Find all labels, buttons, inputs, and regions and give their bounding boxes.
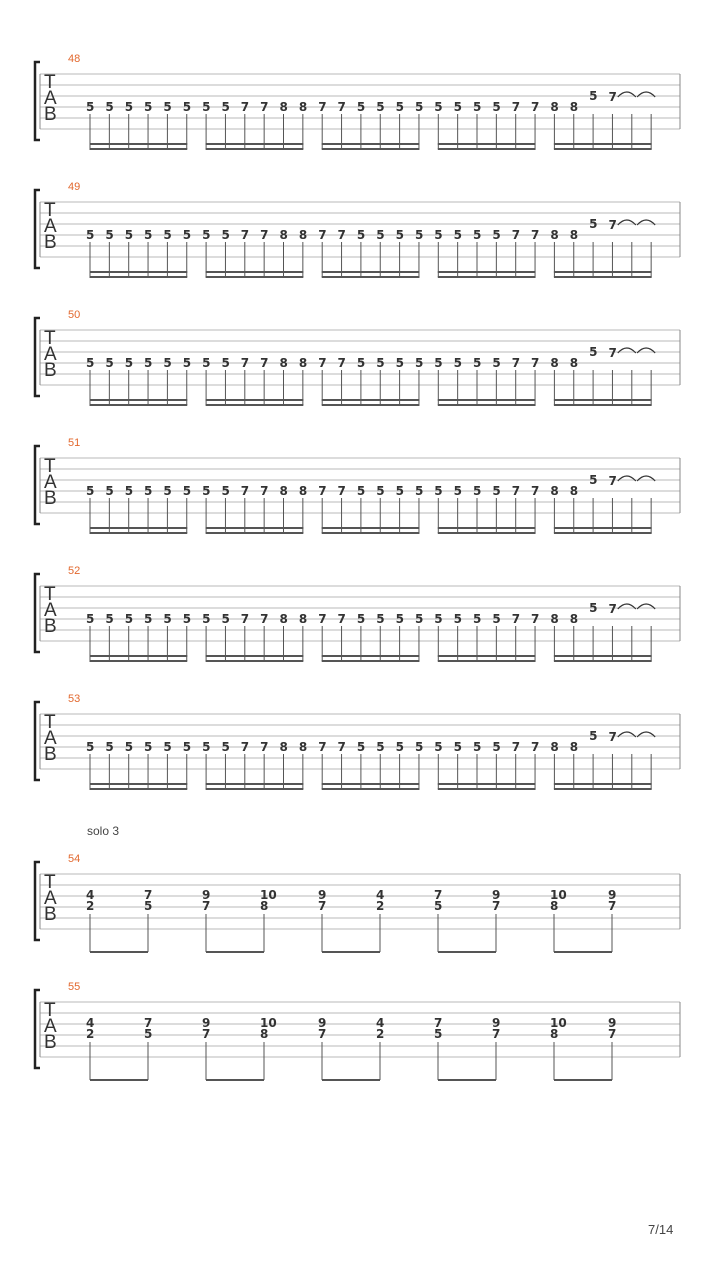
fret-number: 5: [202, 228, 211, 242]
fret-number: 5: [376, 356, 385, 370]
tab-clef-letter: B: [44, 104, 57, 125]
fret-number: 5: [144, 356, 153, 370]
fret-number: 8: [569, 740, 579, 754]
fret-number: 5: [395, 612, 404, 626]
fret-number: 5: [86, 612, 95, 626]
fret-number: 8: [550, 1027, 559, 1041]
fret-number: 8: [569, 356, 579, 370]
fret-number: 2: [86, 899, 95, 913]
fret-number: 5: [453, 612, 463, 626]
fret-number: 7: [608, 90, 617, 104]
fret-number: 5: [473, 484, 482, 498]
fret-number: 5: [182, 484, 192, 498]
tab-clef-letter: A: [44, 344, 57, 365]
fret-number: 5: [202, 612, 211, 626]
fret-number: 5: [589, 89, 598, 103]
fret-number: 5: [86, 484, 95, 498]
fret-number: 5: [86, 228, 95, 242]
fret-number: 7: [337, 612, 346, 626]
fret-number: 7: [260, 228, 269, 242]
fret-number: 5: [356, 484, 366, 498]
measure-number: 48: [68, 53, 81, 65]
fret-number: 7: [240, 484, 250, 498]
fret-number: 7: [608, 346, 617, 360]
fret-number: 7: [531, 228, 540, 242]
fret-number: 10: [260, 888, 277, 902]
tab-clef-letter: B: [44, 488, 57, 509]
fret-number: 7: [260, 484, 269, 498]
measure-number: 52: [68, 565, 81, 577]
fret-number: 9: [492, 888, 501, 902]
fret-number: 7: [337, 228, 346, 242]
fret-number: 7: [240, 228, 250, 242]
fret-number: 7: [337, 740, 346, 754]
fret-number: 7: [240, 100, 250, 114]
measure-number: 50: [68, 309, 81, 321]
fret-number: 9: [202, 1016, 211, 1030]
tab-clef-letter: A: [44, 600, 57, 621]
fret-number: 7: [608, 730, 617, 744]
fret-number: 7: [337, 100, 346, 114]
fret-number: 8: [550, 484, 559, 498]
system-bracket: [35, 62, 40, 140]
fret-number: 10: [550, 1016, 567, 1030]
fret-number: 5: [492, 356, 501, 370]
fret-number: 8: [569, 228, 579, 242]
fret-number: 5: [395, 484, 404, 498]
measure-number: 55: [68, 981, 81, 993]
fret-number: 5: [376, 612, 385, 626]
fret-number: 4: [86, 888, 95, 902]
measure-number: 53: [68, 693, 81, 705]
fret-number: 5: [414, 740, 424, 754]
fret-number: 5: [144, 228, 153, 242]
fret-number: 8: [298, 612, 308, 626]
fret-number: 5: [473, 612, 482, 626]
fret-number: 5: [124, 100, 134, 114]
fret-number: 7: [608, 602, 617, 616]
fret-number: 5: [492, 228, 501, 242]
fret-number: 9: [492, 1016, 501, 1030]
fret-number: 5: [492, 740, 501, 754]
fret-number: 5: [434, 356, 443, 370]
fret-number: 7: [318, 100, 327, 114]
fret-number: 9: [202, 888, 211, 902]
fret-number: 5: [163, 356, 172, 370]
fret-number: 8: [260, 899, 269, 913]
fret-number: 5: [492, 100, 501, 114]
fret-number: 7: [511, 100, 521, 114]
fret-number: 5: [221, 228, 230, 242]
fret-number: 5: [376, 100, 385, 114]
fret-number: 5: [221, 356, 230, 370]
fret-number: 8: [569, 484, 579, 498]
fret-number: 5: [144, 740, 153, 754]
fret-number: 7: [260, 740, 269, 754]
tab-clef-letter: B: [44, 232, 57, 253]
fret-number: 7: [531, 356, 540, 370]
fret-number: 5: [202, 356, 211, 370]
tab-clef-letter: T: [44, 584, 56, 605]
fret-number: 5: [163, 740, 172, 754]
fret-number: 8: [298, 228, 308, 242]
fret-number: 7: [434, 1016, 443, 1030]
fret-number: 5: [202, 740, 211, 754]
fret-number: 5: [376, 484, 385, 498]
fret-number: 8: [298, 356, 308, 370]
fret-number: 7: [492, 899, 501, 913]
fret-number: 8: [298, 740, 308, 754]
fret-number: 5: [221, 612, 230, 626]
system-bracket: [35, 862, 40, 940]
fret-number: 7: [144, 1016, 153, 1030]
system-bracket: [35, 318, 40, 396]
fret-number: 5: [434, 612, 443, 626]
fret-number: 7: [531, 484, 540, 498]
fret-number: 5: [105, 740, 114, 754]
tab-clef-letter: T: [44, 712, 56, 733]
fret-number: 5: [221, 740, 230, 754]
fret-number: 7: [318, 612, 327, 626]
system-bracket: [35, 702, 40, 780]
tab-clef-letter: T: [44, 1000, 56, 1021]
fret-number: 7: [511, 356, 521, 370]
fret-number: 5: [182, 740, 192, 754]
fret-number: 5: [376, 740, 385, 754]
tab-clef-letter: T: [44, 200, 56, 221]
tab-clef-letter: T: [44, 456, 56, 477]
fret-number: 5: [124, 228, 134, 242]
fret-number: 5: [182, 228, 192, 242]
fret-number: 5: [105, 228, 114, 242]
system-bracket: [35, 446, 40, 524]
fret-number: 7: [608, 218, 617, 232]
tab-clef-letter: B: [44, 744, 57, 765]
page-number: 7/14: [648, 1222, 674, 1237]
fret-number: 7: [337, 356, 346, 370]
fret-number: 5: [395, 228, 404, 242]
fret-number: 8: [550, 612, 559, 626]
measure-number: 49: [68, 181, 81, 193]
fret-number: 5: [182, 356, 192, 370]
fret-number: 7: [240, 740, 250, 754]
fret-number: 7: [202, 899, 211, 913]
fret-number: 7: [318, 228, 327, 242]
tab-clef-letter: A: [44, 88, 57, 109]
fret-number: 8: [279, 484, 288, 498]
fret-number: 5: [453, 228, 463, 242]
fret-number: 5: [589, 473, 598, 487]
fret-number: 2: [86, 1027, 95, 1041]
fret-number: 5: [492, 612, 501, 626]
fret-number: 5: [473, 100, 482, 114]
fret-number: 5: [434, 1027, 443, 1041]
fret-number: 5: [473, 356, 482, 370]
fret-number: 5: [144, 1027, 153, 1041]
fret-number: 5: [395, 356, 404, 370]
section-label: solo 3: [87, 824, 120, 838]
tab-clef-letter: A: [44, 216, 57, 237]
system-bracket: [35, 990, 40, 1068]
fret-number: 7: [337, 484, 346, 498]
measure-number: 51: [68, 437, 81, 449]
fret-number: 5: [434, 899, 443, 913]
fret-number: 5: [414, 228, 424, 242]
fret-number: 7: [202, 1027, 211, 1041]
fret-number: 7: [318, 356, 327, 370]
fret-number: 7: [318, 740, 327, 754]
fret-number: 5: [589, 729, 598, 743]
fret-number: 8: [279, 100, 288, 114]
fret-number: 5: [434, 740, 443, 754]
fret-number: 8: [550, 100, 559, 114]
fret-number: 5: [221, 100, 230, 114]
fret-number: 5: [124, 356, 134, 370]
fret-number: 5: [105, 356, 114, 370]
fret-number: 7: [260, 612, 269, 626]
fret-number: 5: [414, 612, 424, 626]
fret-number: 5: [434, 484, 443, 498]
fret-number: 7: [608, 1027, 617, 1041]
fret-number: 5: [453, 740, 463, 754]
fret-number: 5: [356, 612, 366, 626]
fret-number: 5: [105, 100, 114, 114]
tab-clef-letter: A: [44, 888, 57, 909]
fret-number: 5: [356, 228, 366, 242]
fret-number: 7: [531, 612, 540, 626]
tab-clef-letter: A: [44, 1016, 57, 1037]
fret-number: 7: [240, 356, 250, 370]
fret-number: 8: [550, 740, 559, 754]
fret-number: 10: [260, 1016, 277, 1030]
fret-number: 7: [318, 484, 327, 498]
fret-number: 5: [86, 100, 95, 114]
fret-number: 7: [318, 1027, 327, 1041]
system-bracket: [35, 190, 40, 268]
fret-number: 5: [124, 740, 134, 754]
tab-clef-letter: T: [44, 872, 56, 893]
fret-number: 9: [608, 1016, 617, 1030]
fret-number: 7: [531, 100, 540, 114]
fret-number: 7: [511, 228, 521, 242]
fret-number: 7: [531, 740, 540, 754]
fret-number: 2: [376, 899, 385, 913]
fret-number: 9: [318, 888, 327, 902]
fret-number: 7: [511, 484, 521, 498]
tab-clef-letter: B: [44, 904, 57, 925]
fret-number: 7: [608, 474, 617, 488]
fret-number: 7: [434, 888, 443, 902]
fret-number: 7: [144, 888, 153, 902]
fret-number: 5: [182, 612, 192, 626]
system-bracket: [35, 574, 40, 652]
fret-number: 8: [260, 1027, 269, 1041]
fret-number: 5: [356, 100, 366, 114]
fret-number: 5: [144, 612, 153, 626]
fret-number: 9: [318, 1016, 327, 1030]
measure-number: 54: [68, 853, 81, 865]
fret-number: 5: [163, 100, 172, 114]
fret-number: 8: [569, 612, 579, 626]
fret-number: 7: [608, 899, 617, 913]
fret-number: 5: [202, 100, 211, 114]
fret-number: 5: [492, 484, 501, 498]
fret-number: 5: [86, 356, 95, 370]
fret-number: 5: [395, 740, 404, 754]
fret-number: 8: [569, 100, 579, 114]
tab-clef-letter: A: [44, 728, 57, 749]
fret-number: 5: [221, 484, 230, 498]
fret-number: 5: [124, 484, 134, 498]
fret-number: 7: [511, 612, 521, 626]
fret-number: 10: [550, 888, 567, 902]
fret-number: 5: [453, 100, 463, 114]
fret-number: 5: [163, 228, 172, 242]
fret-number: 5: [86, 740, 95, 754]
tab-clef-letter: A: [44, 472, 57, 493]
fret-number: 7: [260, 356, 269, 370]
fret-number: 7: [318, 899, 327, 913]
fret-number: 8: [279, 612, 288, 626]
fret-number: 5: [414, 356, 424, 370]
fret-number: 9: [608, 888, 617, 902]
fret-number: 7: [492, 1027, 501, 1041]
tab-clef-letter: T: [44, 72, 56, 93]
fret-number: 5: [163, 484, 172, 498]
fret-number: 5: [414, 100, 424, 114]
fret-number: 5: [144, 484, 153, 498]
fret-number: 5: [589, 345, 598, 359]
fret-number: 5: [105, 612, 114, 626]
fret-number: 8: [550, 356, 559, 370]
fret-number: 5: [144, 899, 153, 913]
fret-number: 5: [182, 100, 192, 114]
tab-clef-letter: T: [44, 328, 56, 349]
fret-number: 5: [589, 601, 598, 615]
fret-number: 5: [163, 612, 172, 626]
fret-number: 5: [105, 484, 114, 498]
fret-number: 2: [376, 1027, 385, 1041]
fret-number: 5: [202, 484, 211, 498]
fret-number: 5: [589, 217, 598, 231]
fret-number: 5: [473, 740, 482, 754]
fret-number: 5: [473, 228, 482, 242]
fret-number: 8: [298, 484, 308, 498]
fret-number: 8: [550, 228, 559, 242]
fret-number: 4: [376, 888, 385, 902]
fret-number: 5: [356, 356, 366, 370]
fret-number: 4: [376, 1016, 385, 1030]
tab-clef-letter: B: [44, 1032, 57, 1053]
fret-number: 5: [356, 740, 366, 754]
fret-number: 5: [395, 100, 404, 114]
tab-clef-letter: B: [44, 616, 57, 637]
fret-number: 8: [279, 228, 288, 242]
fret-number: 8: [279, 356, 288, 370]
fret-number: 8: [279, 740, 288, 754]
fret-number: 5: [414, 484, 424, 498]
fret-number: 5: [124, 612, 134, 626]
fret-number: 5: [434, 228, 443, 242]
fret-number: 5: [376, 228, 385, 242]
tab-clef-letter: B: [44, 360, 57, 381]
fret-number: 8: [550, 899, 559, 913]
fret-number: 5: [453, 356, 463, 370]
fret-number: 7: [511, 740, 521, 754]
fret-number: 4: [86, 1016, 95, 1030]
fret-number: 5: [453, 484, 463, 498]
fret-number: 5: [434, 100, 443, 114]
fret-number: 8: [298, 100, 308, 114]
fret-number: 7: [240, 612, 250, 626]
fret-number: 7: [260, 100, 269, 114]
fret-number: 5: [144, 100, 153, 114]
